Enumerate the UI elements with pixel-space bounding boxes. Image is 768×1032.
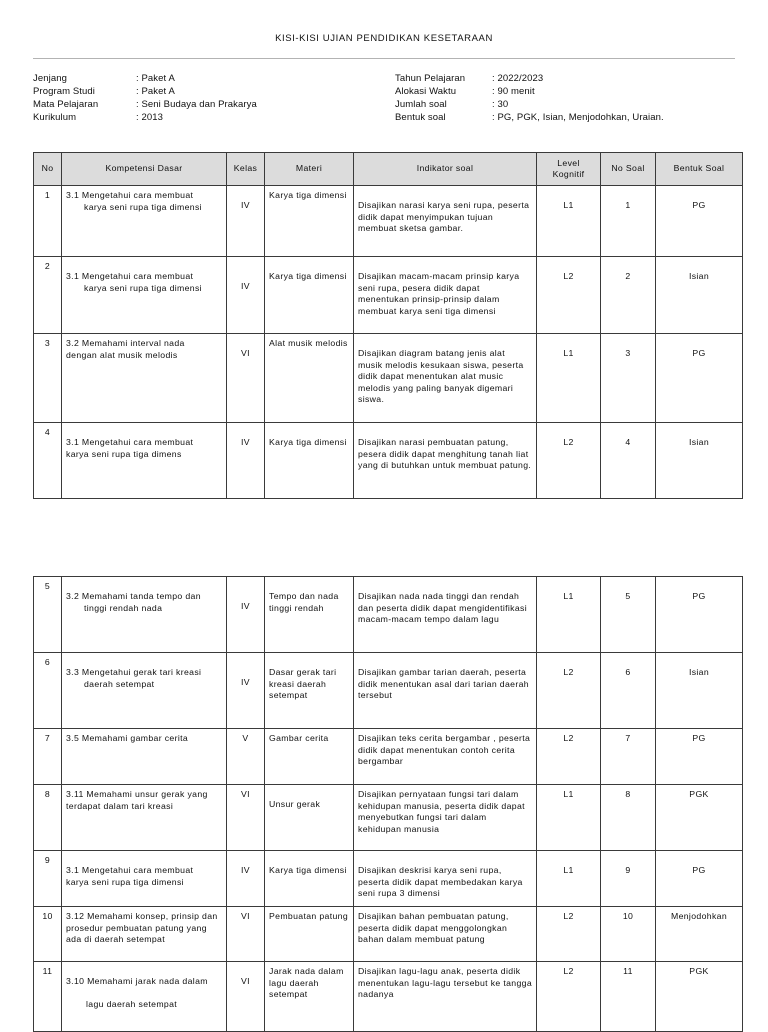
cell-no: 4	[34, 423, 62, 499]
meta-value: : 30	[492, 99, 509, 110]
table-row	[34, 851, 743, 907]
cell-level: L2	[537, 653, 601, 729]
kd-line1: 3.3 Mengetahui gerak tari kreasi	[66, 667, 202, 677]
cell-materi: Alat musik melodis	[265, 334, 354, 423]
header-kompetensi-dasar: Kompetensi Dasar	[62, 153, 227, 186]
cell-kelas: IV	[227, 423, 265, 499]
cell-kelas: IV	[227, 186, 265, 257]
cell-kompetensi-dasar: 3.5 Memahami gambar cerita	[62, 729, 227, 785]
meta-row-bentuk-soal	[395, 111, 755, 124]
meta-label: Tahun Pelajaran	[395, 73, 466, 84]
meta-label: Mata Pelajaran	[33, 99, 99, 110]
cell-no: 1	[34, 186, 62, 257]
meta-label: Bentuk soal	[395, 112, 446, 123]
meta-value: : 2013	[136, 112, 164, 123]
kd-line1: 3.2 Memahami interval nada	[66, 338, 185, 348]
kd-line2: karya seni rupa tiga dimensi	[84, 282, 202, 293]
cell-kompetensi-dasar	[62, 577, 227, 653]
meta-label: Jumlah soal	[395, 99, 447, 110]
header-level-kognitif	[537, 153, 601, 186]
cell-kompetensi-dasar	[62, 962, 227, 1032]
meta-value: : Paket A	[136, 86, 175, 97]
kd-line1: 3.10 Memahami jarak nada dalam	[66, 976, 208, 986]
cell-no: 8	[34, 785, 62, 851]
cell-materi: Gambar cerita	[265, 729, 354, 785]
page-title: KISI-KISI UJIAN PENDIDIKAN KESETARAAN	[275, 33, 493, 44]
meta-label: Jenjang	[33, 73, 67, 84]
cell-no-soal: 6	[601, 653, 656, 729]
cell-kompetensi-dasar: 3.12 Memahami konsep, prinsip dan prosedur pembuatan patung yang ada di daerah setempat	[62, 907, 227, 962]
cell-no: 3	[34, 334, 62, 423]
cell-kelas: VI	[227, 962, 265, 1032]
cell-materi: Tempo dan nada tinggi rendah	[265, 577, 354, 653]
cell-bentuk: PG	[656, 186, 743, 257]
meta-label: Alokasi Waktu	[395, 86, 457, 97]
cell-materi: Karya tiga dimensi	[265, 423, 354, 499]
cell-kompetensi-dasar	[62, 851, 227, 907]
meta-label: Program Studi	[33, 86, 96, 97]
meta-row-tahun-pelajaran	[395, 72, 755, 85]
kisi-kisi-table-2	[33, 576, 743, 1032]
cell-level: L2	[537, 257, 601, 334]
kisi-kisi-table-1	[33, 152, 743, 499]
cell-kelas: IV	[227, 851, 265, 907]
cell-no-soal: 4	[601, 423, 656, 499]
cell-level: L1	[537, 186, 601, 257]
cell-no-soal: 7	[601, 729, 656, 785]
cell-kelas: V	[227, 729, 265, 785]
meta-row-jumlah-soal	[395, 98, 755, 111]
kd-line2: dengan alat musik melodis	[66, 349, 178, 360]
cell-bentuk: PGK	[656, 962, 743, 1032]
kd-line1: 3.11 Memahami unsur gerak yang	[66, 789, 208, 799]
cell-level: L2	[537, 962, 601, 1032]
meta-value: : PG, PGK, Isian, Menjodohkan, Uraian.	[492, 112, 664, 123]
cell-kelas: VI	[227, 907, 265, 962]
kd-line2: karya seni rupa tiga dimensi	[66, 876, 184, 887]
cell-kompetensi-dasar	[62, 334, 227, 423]
cell-no: 9	[34, 851, 62, 907]
cell-indikator: Disajikan macam-macam prinsip karya seni rupa, pesera didik dapat menentukan prinsip-prinsip dalam membuat karya seni tiga dimensi	[354, 257, 537, 334]
cell-bentuk: Menjodohkan	[656, 907, 743, 962]
kd-line2: daerah setempat	[84, 678, 155, 689]
table-row	[34, 785, 743, 851]
cell-no-soal: 8	[601, 785, 656, 851]
cell-no-soal: 9	[601, 851, 656, 907]
cell-materi: Jarak nada dalam lagu daerah setempat	[265, 962, 354, 1032]
cell-no-soal: 11	[601, 962, 656, 1032]
cell-kompetensi-dasar	[62, 653, 227, 729]
cell-level: L1	[537, 785, 601, 851]
cell-indikator: Disajikan deskrisi karya seni rupa, peserta didik dapat membedakan karya seni rupa 3 dimensi	[354, 851, 537, 907]
table-row	[34, 577, 743, 653]
meta-label: Kurikulum	[33, 112, 77, 123]
cell-materi: Unsur gerak	[265, 785, 354, 851]
header-level-line2: Kognitif	[552, 169, 585, 179]
cell-level: L2	[537, 907, 601, 962]
cell-bentuk: Isian	[656, 423, 743, 499]
cell-no: 11	[34, 962, 62, 1032]
cell-no-soal: 10	[601, 907, 656, 962]
cell-materi: Karya tiga dimensi	[265, 186, 354, 257]
cell-no-soal: 1	[601, 186, 656, 257]
table-row	[34, 257, 743, 334]
cell-level: L1	[537, 577, 601, 653]
header-bentuk-soal: Bentuk Soal	[656, 153, 743, 186]
cell-bentuk: PG	[656, 577, 743, 653]
header-no-soal: No Soal	[601, 153, 656, 186]
kd-line2: karya seni rupa tiga dimensi	[84, 201, 202, 212]
title-divider	[33, 58, 735, 59]
kd-line2: karya seni rupa tiga dimens	[66, 448, 182, 459]
cell-bentuk: PG	[656, 334, 743, 423]
cell-indikator: Disajikan lagu-lagu anak, peserta didik menentukan lagu-lagu tersebut ke tangga nadanya	[354, 962, 537, 1032]
table-row	[34, 423, 743, 499]
cell-kelas: IV	[227, 257, 265, 334]
cell-no: 6	[34, 653, 62, 729]
cell-indikator: Disajikan bahan pembuatan patung, peserta didik dapat menggolongkan bahan dalam membuat patung	[354, 907, 537, 962]
meta-row-jenjang	[33, 72, 383, 85]
header-materi: Materi	[265, 153, 354, 186]
cell-kompetensi-dasar	[62, 785, 227, 851]
table-row	[34, 729, 743, 785]
kd-line1: 3.1 Mengetahui cara membuat	[66, 865, 194, 875]
cell-bentuk: Isian	[656, 653, 743, 729]
cell-level: L2	[537, 729, 601, 785]
meta-row-alokasi-waktu	[395, 85, 755, 98]
table-row	[34, 334, 743, 423]
meta-row-mata-pelajaran	[33, 98, 383, 111]
cell-kelas: IV	[227, 653, 265, 729]
cell-materi: Karya tiga dimensi	[265, 851, 354, 907]
cell-materi: Pembuatan patung	[265, 907, 354, 962]
meta-row-kurikulum	[33, 111, 383, 124]
cell-no-soal: 3	[601, 334, 656, 423]
cell-indikator: Disajikan gambar tarian daerah, peserta didik menentukan asal dari tarian daerah tersebut	[354, 653, 537, 729]
cell-materi: Karya tiga dimensi	[265, 257, 354, 334]
cell-kompetensi-dasar	[62, 423, 227, 499]
meta-value: : Paket A	[136, 73, 175, 84]
cell-no-soal: 2	[601, 257, 656, 334]
table-row	[34, 186, 743, 257]
kd-line1: 3.1 Mengetahui cara membuat	[66, 271, 194, 281]
cell-bentuk: PGK	[656, 785, 743, 851]
kd-line2: lagu daerah setempat	[86, 999, 178, 1009]
cell-indikator: Disajikan narasi karya seni rupa, peserta didik dapat menyimpukan tujuan membuat sketsa gambar.	[354, 186, 537, 257]
cell-bentuk: PG	[656, 729, 743, 785]
cell-kelas: VI	[227, 334, 265, 423]
table-row	[34, 653, 743, 729]
header-kelas: Kelas	[227, 153, 265, 186]
cell-materi: Dasar gerak tari kreasi daerah setempat	[265, 653, 354, 729]
cell-no: 10	[34, 907, 62, 962]
meta-row-program-studi	[33, 85, 383, 98]
header-level-line1: Level	[557, 157, 580, 168]
cell-indikator: Disajikan narasi pembuatan patung, pesera didik dapat menghitung tanah liat yang di butuhkan untuk membuat patung.	[354, 423, 537, 499]
cell-kelas: IV	[227, 577, 265, 653]
cell-no-soal: 5	[601, 577, 656, 653]
table-header-row	[34, 153, 743, 186]
cell-indikator: Disajikan diagram batang jenis alat musik melodis kesukaan siswa, peserta didik dapat menentukan alat music melodis yang paling banyak digemari siswa.	[354, 334, 537, 423]
meta-value: : 2022/2023	[492, 73, 544, 84]
cell-indikator: Disajikan nada nada tinggi dan rendah dan peserta didik dapat mengidentifikasi macam-macam tempo dalam lagu	[354, 577, 537, 653]
meta-left	[33, 72, 383, 124]
cell-level: L1	[537, 334, 601, 423]
header-indikator: Indikator soal	[354, 153, 537, 186]
kd-line1: 3.1 Mengetahui cara membuat	[66, 190, 194, 200]
cell-kompetensi-dasar	[62, 257, 227, 334]
cell-no: 5	[34, 577, 62, 653]
cell-no: 7	[34, 729, 62, 785]
table-row	[34, 907, 743, 962]
cell-indikator: Disajikan pernyataan fungsi tari dalam kehidupan manusia, peserta didik dapat menyebutkan fungsi tari dalam kehidupan manusia	[354, 785, 537, 851]
cell-bentuk: PG	[656, 851, 743, 907]
cell-no: 2	[34, 257, 62, 334]
meta-value: : Seni Budaya dan Prakarya	[136, 99, 257, 110]
kd-line1: 3.2 Memahami tanda tempo dan	[66, 591, 201, 601]
meta-value: : 90 menit	[492, 86, 535, 97]
cell-level: L2	[537, 423, 601, 499]
kd-line2: terdapat dalam tari kreasi	[66, 800, 174, 811]
kd-line1: 3.1 Mengetahui cara membuat	[66, 437, 194, 447]
cell-indikator: Disajikan teks cerita bergambar , peserta didik dapat menentukan contoh cerita bergambar	[354, 729, 537, 785]
table-row	[34, 962, 743, 1032]
cell-level: L1	[537, 851, 601, 907]
cell-kompetensi-dasar	[62, 186, 227, 257]
meta-right	[395, 72, 755, 124]
cell-bentuk: Isian	[656, 257, 743, 334]
header-no: No	[34, 153, 62, 186]
kd-line2: tinggi rendah nada	[84, 602, 163, 613]
cell-kelas: VI	[227, 785, 265, 851]
